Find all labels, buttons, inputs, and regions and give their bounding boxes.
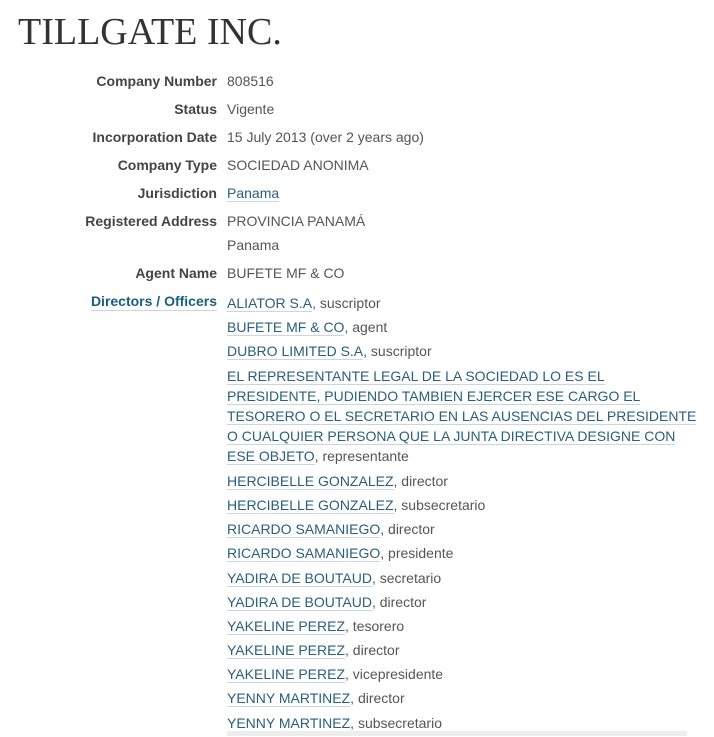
officer-role: , presidente — [380, 545, 454, 562]
officer-item — [227, 341, 697, 361]
officer-role: , secretario — [371, 569, 442, 586]
company-type-label: Company Type — [117, 157, 217, 173]
officer-role: , subsecretario — [393, 496, 486, 513]
officer-item — [227, 616, 697, 636]
officer-name-link[interactable]: YAKELINE PEREZ — [227, 642, 346, 659]
registered-address-line1: PROVINCIA PANAMÁ — [227, 213, 366, 229]
status-value: Vigente — [227, 101, 275, 117]
officer-item — [227, 519, 697, 539]
officer-item — [227, 543, 697, 563]
officer-item — [227, 688, 697, 708]
officer-name-link[interactable]: BUFETE MF & CO — [227, 319, 345, 336]
officer-item — [227, 713, 697, 733]
officer-name-link[interactable]: RICARDO SAMANIEGO — [227, 521, 381, 538]
agent-name-label: Agent Name — [135, 265, 217, 281]
officer-role: , vicepresidente — [345, 666, 444, 683]
officer-item — [227, 495, 697, 515]
officer-item — [227, 317, 697, 337]
officer-name-link[interactable]: YADIRA DE BOUTAUD — [227, 593, 372, 610]
jurisdiction-label: Jurisdiction — [137, 185, 217, 201]
registered-address-line2: Panama — [227, 237, 280, 253]
officer-item — [227, 592, 697, 612]
officer-name-link[interactable]: ALIATOR S.A — [227, 295, 313, 311]
company-type-value: SOCIEDAD ANONIMA — [227, 157, 369, 173]
page-title: TILLGATE INC. — [18, 11, 282, 53]
jurisdiction-value — [227, 185, 279, 201]
officer-name-link[interactable]: YENNY MARTINEZ — [227, 690, 351, 707]
officer-name-link[interactable]: HERCIBELLE GONZALEZ — [227, 496, 394, 513]
officer-role: , suscriptor — [312, 295, 381, 311]
officer-name-link[interactable]: YENNY MARTINEZ — [227, 714, 351, 731]
officer-name-link[interactable]: RICARDO SAMANIEGO — [227, 545, 381, 562]
directors-officers-link[interactable]: Directors / Officers — [90, 293, 217, 309]
officer-item — [227, 640, 697, 660]
officer-name-link[interactable]: YAKELINE PEREZ — [227, 666, 346, 683]
officer-role: , suscriptor — [363, 343, 432, 360]
officer-item — [227, 366, 697, 467]
company-number-value: 808516 — [227, 73, 274, 89]
incorporation-date-value: 15 July 2013 (over 2 years ago) — [227, 129, 424, 145]
officer-name-link[interactable]: DUBRO LIMITED S.A — [227, 343, 364, 360]
officer-name-link[interactable]: EL REPRESENTANTE LEGAL DE LA SOCIEDAD LO ES EL PRESIDENTE, PUDIENDO TAMBIEN EJERCER ESE CARGO EL TESORERO O EL SECRETARIO EN LAS AUSENCIAS DEL PRESIDENTE O CUALQUIER PERSONA QUE LA JUNTA DIRECTIVA DESIGNE CON ESE OBJETO — [227, 367, 697, 465]
officer-role: , tesorero — [345, 617, 405, 634]
officer-item — [227, 471, 697, 491]
officer-role: , representante — [314, 448, 409, 465]
company-number-label: Company Number — [96, 73, 217, 89]
officer-role: , director — [350, 690, 405, 707]
incorporation-date-label: Incorporation Date — [92, 129, 217, 145]
officer-item — [227, 293, 697, 313]
officer-role: , director — [371, 593, 427, 610]
officers-list — [227, 293, 697, 737]
officer-item — [227, 568, 697, 588]
officer-role: , director — [380, 521, 435, 538]
officer-name-link[interactable]: YAKELINE PEREZ — [227, 617, 346, 634]
status-label: Status — [174, 101, 217, 117]
officer-role: , subsecretario — [350, 714, 442, 731]
officer-name-link[interactable]: YADIRA DE BOUTAUD — [227, 569, 372, 586]
officer-name-link[interactable]: HERCIBELLE GONZALEZ — [227, 472, 394, 489]
jurisdiction-link[interactable]: Panama — [227, 185, 280, 201]
officer-role: , agent — [344, 319, 388, 336]
officer-item — [227, 664, 697, 684]
list-continuation — [227, 731, 687, 736]
officer-role: , director — [345, 642, 400, 659]
registered-address-label: Registered Address — [85, 213, 217, 229]
agent-name-value: BUFETE MF & CO — [227, 265, 345, 281]
officer-role: , director — [393, 472, 448, 489]
